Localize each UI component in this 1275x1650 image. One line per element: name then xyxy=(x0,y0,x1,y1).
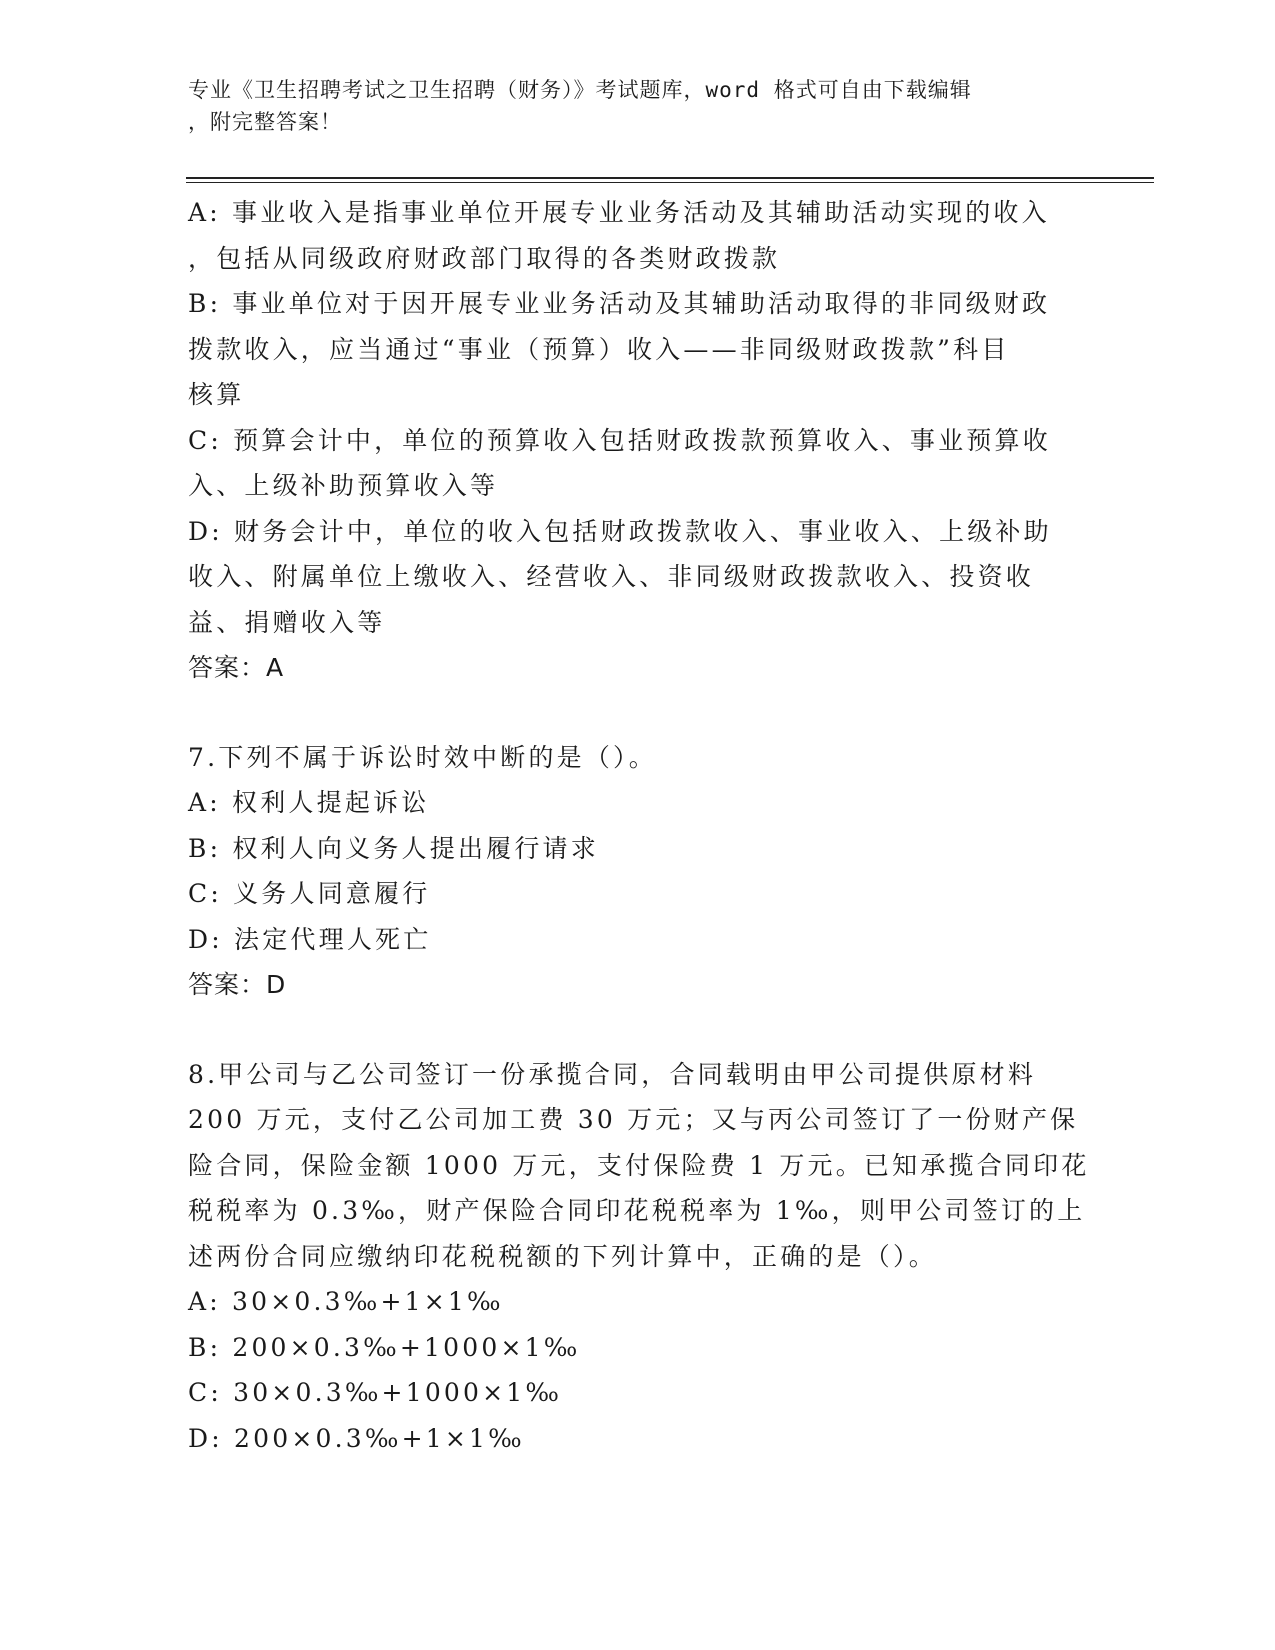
q6-option-a: A: 事业收入是指事业单位开展专业业务活动及其辅助活动实现的收入 ，包括从同级政府财政部门取得的各类财政拨款 xyxy=(188,198,1050,273)
q8-option-a: A: 30×0.3‰+1×1‰ xyxy=(188,1287,504,1316)
q8-option-d: D: 200×0.3‰+1×1‰ xyxy=(188,1423,525,1453)
question-content xyxy=(188,190,1090,1461)
document-header xyxy=(188,74,1068,138)
q8-question: 8.甲公司与乙公司签订一份承揽合同，合同载明由甲公司提供原材料 200 万元，支付乙公司加工费 30 万元；又与丙公司签订了一份财产保 险合同，保险金额 1000 万元，支付保险费 1 万元。已知承揽合同印花 税税率为 0.3‰，财产保险合同印花税税率为 1‰，则甲公司签订的上 述两份合同应缴纳印花税税额的下列计算中，正确的是（）。 xyxy=(188,1059,1090,1271)
header-divider-thick xyxy=(186,177,1154,179)
q6-option-c: C: 预算会计中，单位的预算收入包括财政拨款预算收入、事业预算收 入、上级补助预算收入等 xyxy=(188,425,1051,500)
q6-answer: 答案：A xyxy=(188,653,285,682)
q7-option-d: D: 法定代理人死亡 xyxy=(188,924,432,954)
q8-option-c: C: 30×0.3‰+1000×1‰ xyxy=(188,1378,563,1407)
q7-question: 7.下列不属于诉讼时效中断的是（）。 xyxy=(188,742,657,772)
q7-option-b: B: 权利人向义务人提出履行请求 xyxy=(188,833,599,863)
q6-option-b: B: 事业单位对于因开展专业业务活动及其辅助活动取得的非同级财政 拨款收入，应当通过“事业（预算）收入——非同级财政拨款”科目 核算 xyxy=(188,289,1051,409)
header-line-1: 专业《卫生招聘考试之卫生招聘（财务）》考试题库，word 格式可自由下载编辑 xyxy=(188,78,972,102)
header-line-2: ，附完整答案！ xyxy=(188,110,342,134)
q7-option-c: C: 义务人同意履行 xyxy=(188,879,431,908)
q7-answer: 答案：D xyxy=(188,970,287,999)
q7-option-a: A: 权利人提起诉讼 xyxy=(188,788,430,817)
header-divider-thin xyxy=(186,182,1154,183)
q6-option-d: D: 财务会计中，单位的收入包括财政拨款收入、事业收入、上级补助 收入、附属单位上缴收入、经营收入、非同级财政拨款收入、投资收 益、捐赠收入等 xyxy=(188,516,1052,637)
q8-option-b: B: 200×0.3‰+1000×1‰ xyxy=(188,1332,581,1362)
